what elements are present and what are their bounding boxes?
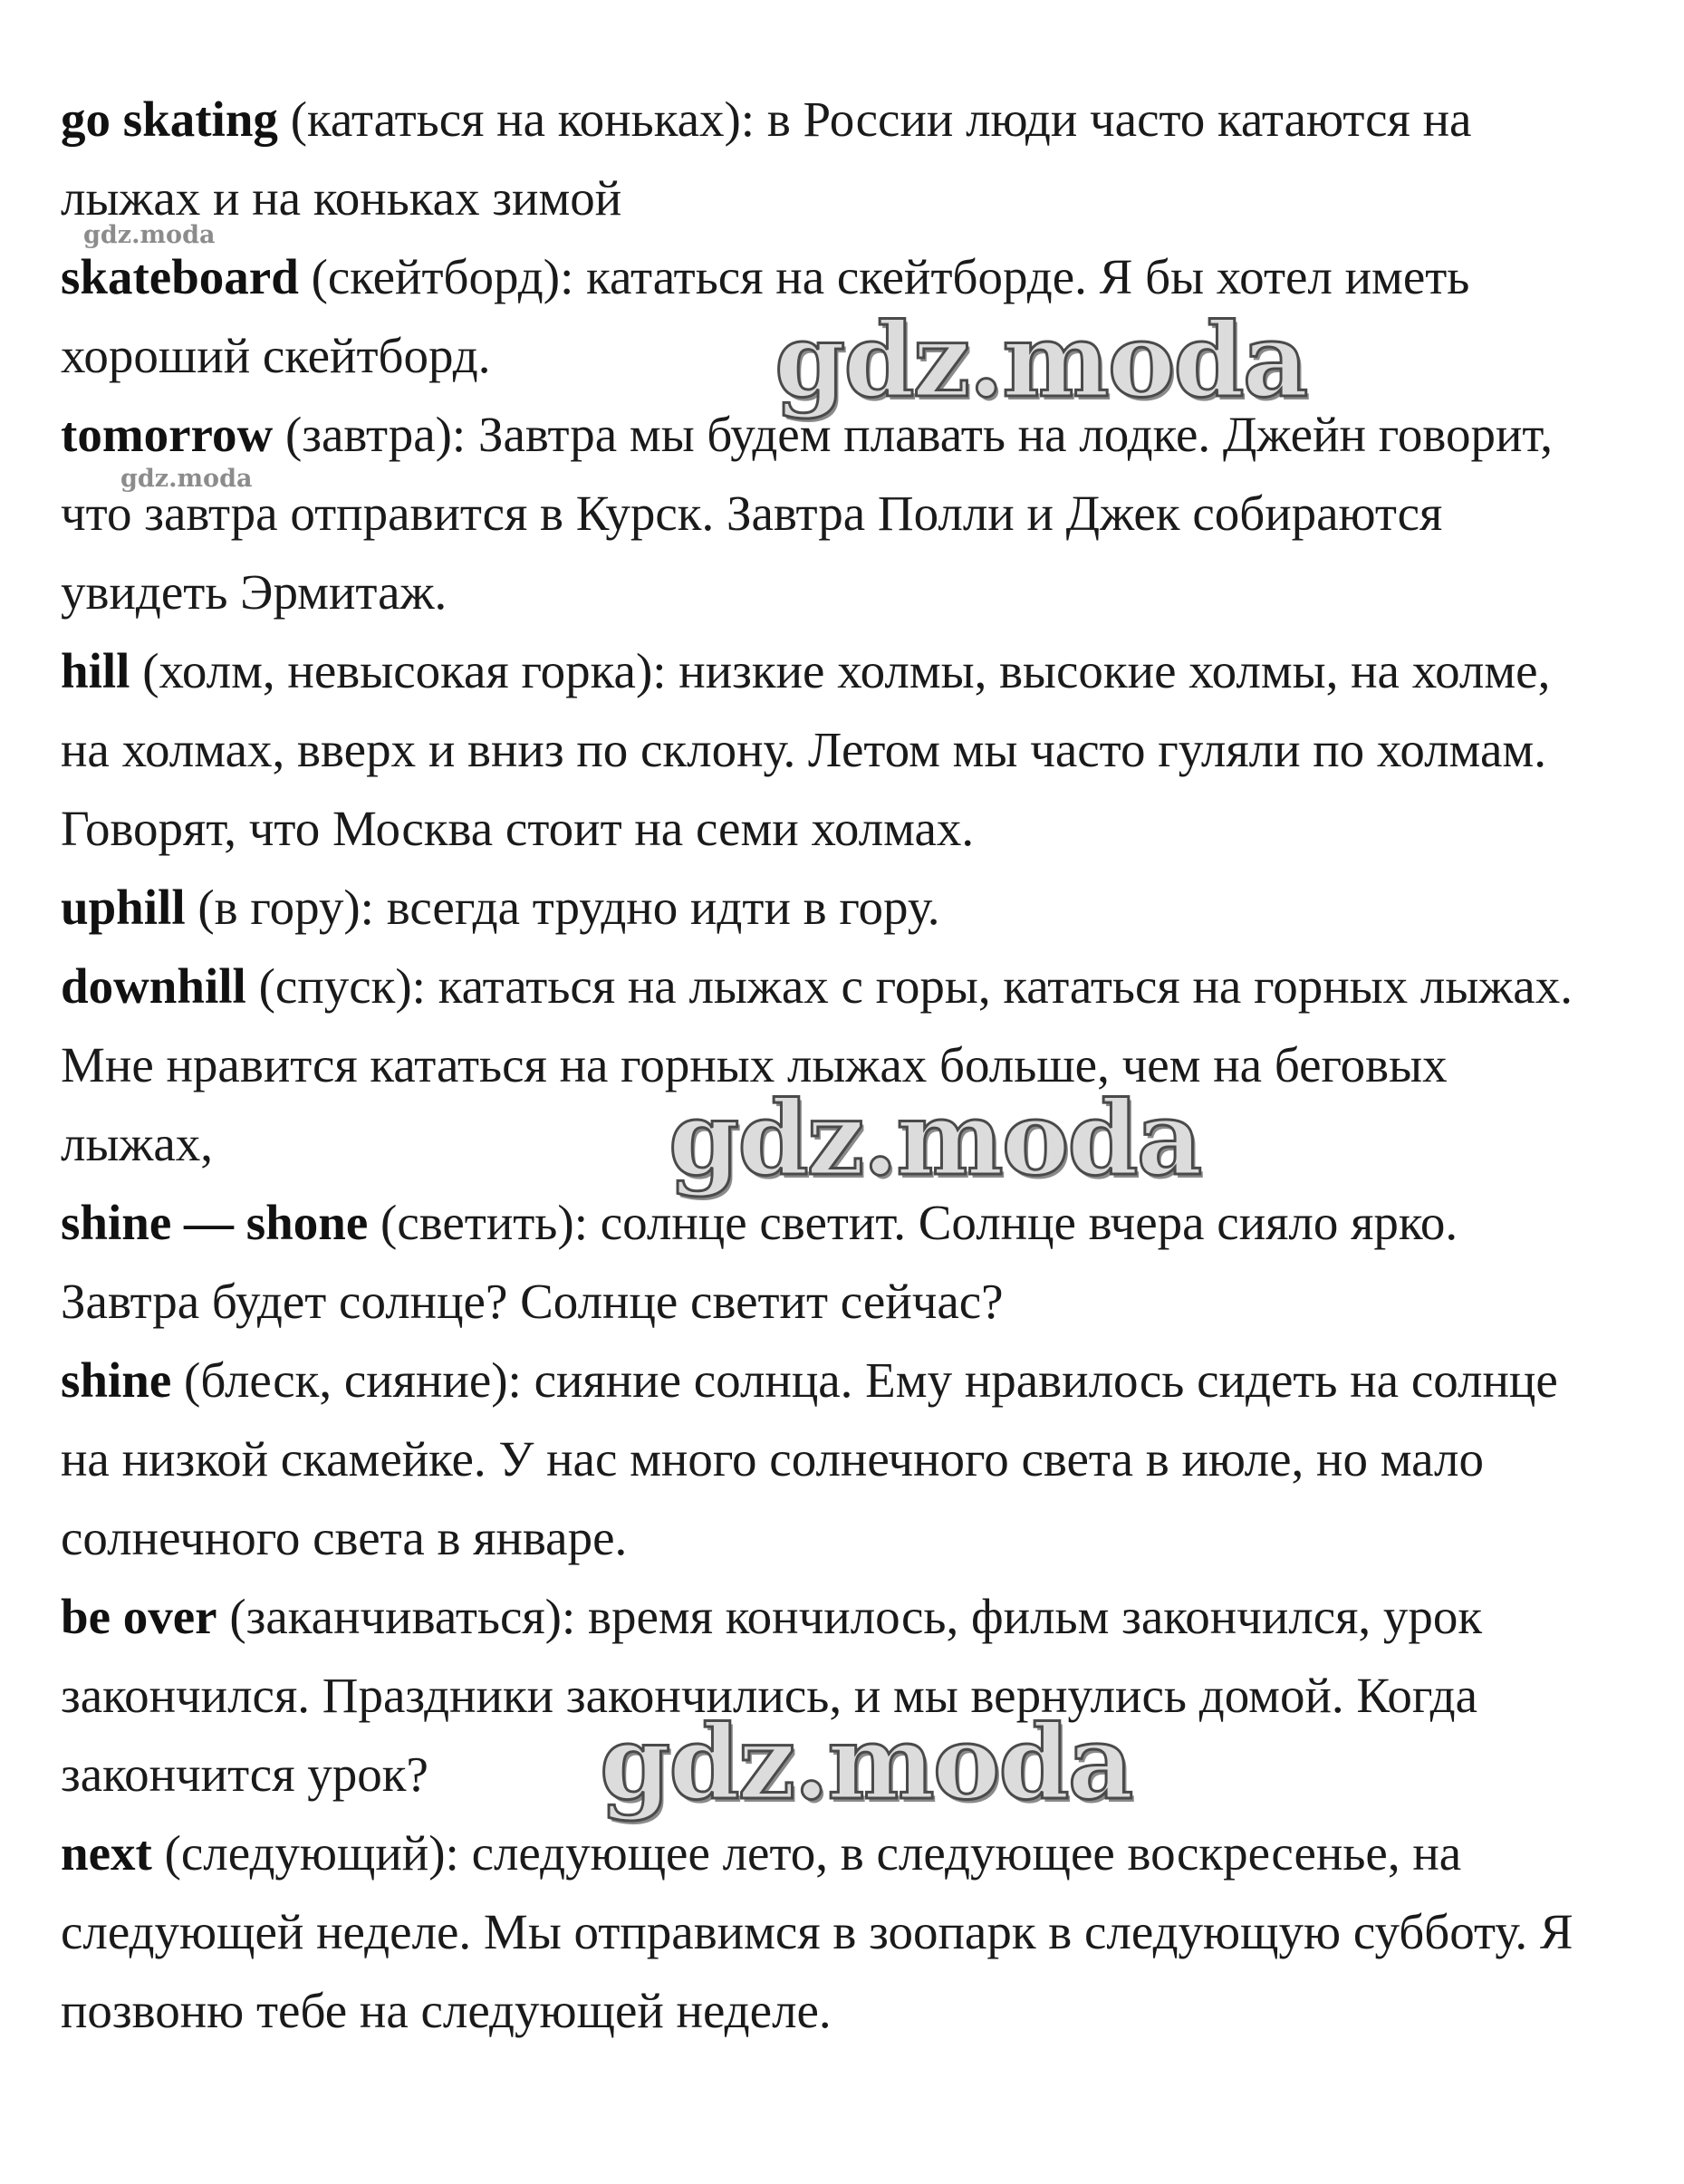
entry-definition: (спуск): кататься на лыжах с горы, кататься на горных лыжах. Мне нравится кататься на горных лыжах больше, чем на беговых лыжах, bbox=[61, 958, 1573, 1171]
entry-term: tomorrow bbox=[61, 407, 274, 462]
watermark-small: gdz.moda bbox=[120, 465, 253, 493]
vocabulary-entry bbox=[61, 80, 1601, 237]
entry-definition: (в гору): всегда трудно идти в гору. bbox=[185, 880, 940, 935]
entry-definition: (заканчиваться): время кончилось, фильм закончился, урок закончился. Праздники закончились, и мы вернулись домой. Когда закончится урок? bbox=[61, 1589, 1483, 1802]
entry-definition: (завтра): Завтра мы будем плавать на лодке. Джейн говорит, что завтра отправится в Курск. Завтра Полли и Джек собираются увидеть Эрмитаж. bbox=[61, 407, 1554, 620]
entry-definition: (кататься на коньках): в России люди часто катаются на лыжах и на коньках зимой bbox=[61, 91, 1472, 226]
entry-term: shine — shone bbox=[61, 1195, 369, 1250]
entry-definition: (холм, невысокая горка): низкие холмы, высокие холмы, на холме, на холмах, вверх и вниз по склону. Летом мы часто гуляли по холмам. Говорят, что Москва стоит на семи холмах. bbox=[61, 643, 1551, 856]
entry-term: next bbox=[61, 1825, 152, 1881]
entry-term: be over bbox=[61, 1589, 217, 1644]
vocabulary-entry bbox=[61, 1183, 1601, 1341]
vocabulary-entry bbox=[61, 1814, 1601, 2050]
entry-term: uphill bbox=[61, 880, 186, 935]
entry-term: shine bbox=[61, 1352, 172, 1408]
vocabulary-entry bbox=[61, 631, 1601, 868]
vocabulary-entry bbox=[61, 868, 1601, 947]
entry-term: skateboard bbox=[61, 249, 299, 304]
entry-definition: (следующий): следующее лето, в следующее воскресенье, на следующей неделе. Мы отправимся в зоопарк в следующую субботу. Я позвоню тебе на следующей неделе. bbox=[61, 1825, 1573, 2038]
entry-definition: (блеск, сияние): сияние солнца. Ему нравилось сидеть на солнце на низкой скамейке. У нас много солнечного света в июле, но мало солнечного света в январе. bbox=[61, 1352, 1558, 1565]
vocabulary-entry bbox=[61, 395, 1601, 631]
watermark-small: gdz.moda bbox=[83, 221, 216, 249]
entry-term: downhill bbox=[61, 958, 246, 1014]
watermark-large: gdz.moda bbox=[775, 302, 1307, 420]
entry-term: go skating bbox=[61, 91, 278, 147]
watermark-large: gdz.moda bbox=[600, 1704, 1132, 1823]
vocabulary-entry bbox=[61, 1341, 1601, 1577]
entry-definition: (скейтборд): кататься на скейтборде. Я бы хотел иметь хороший скейтборд. bbox=[61, 249, 1470, 383]
entry-definition: (светить): солнце светит. Солнце вчера сияло ярко. Завтра будет солнце? Солнце светит сейчас? bbox=[61, 1195, 1458, 1329]
entry-term: hill bbox=[61, 643, 130, 698]
watermark-large: gdz.moda bbox=[669, 1080, 1201, 1198]
